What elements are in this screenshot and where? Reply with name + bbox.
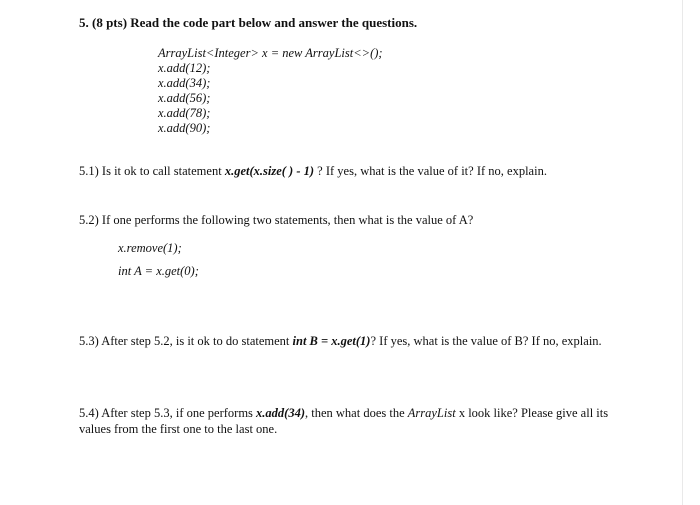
code-line: x.add(56); — [158, 91, 211, 105]
q3-suffix: ? If yes, what is the value of B? If no, explain. — [370, 334, 602, 348]
subquestion-5-1 — [79, 163, 547, 179]
q1-prefix: 5.1) Is it ok to call statement — [79, 164, 225, 178]
q1-code: x.get(x.size( ) - 1) — [224, 164, 315, 178]
subquestion-5-2: 5.2) If one performs the following two statements, then what is the value of A? — [79, 213, 474, 227]
subquestion-5-3 — [79, 333, 602, 349]
code-line: ArrayList<Integer> x = new ArrayList<>(); — [158, 46, 383, 60]
q4-line-1 — [79, 405, 608, 421]
code-line: x.add(34); — [158, 76, 211, 90]
code-block-5-2 — [118, 237, 199, 283]
q4-line-2: values from the first one to the last one. — [79, 422, 278, 436]
page-edge-line — [682, 0, 683, 505]
q4-suffix: x look like? Please give all its — [455, 406, 609, 420]
question-title: 5. (8 pts) Read the code part below and answer the questions. — [79, 15, 418, 30]
q1-suffix: ? If yes, what is the value of it? If no, explain. — [314, 164, 547, 178]
q3-code: int B = x.get(1) — [292, 334, 371, 348]
subquestion-5-4 — [79, 405, 608, 437]
q4-italic: ArrayList — [407, 406, 456, 420]
q4-code: x.add(34) — [256, 406, 305, 420]
code-line: x.add(12); — [158, 61, 211, 75]
code-line: x.remove(1); — [118, 241, 182, 255]
code-line: x.add(90); — [158, 121, 211, 135]
q4-prefix: 5.4) After step 5.3, if one performs — [79, 406, 257, 420]
code-line: x.add(78); — [158, 106, 211, 120]
code-block — [158, 46, 383, 136]
q4-middle: , then what does the — [305, 406, 408, 420]
code-line: int A = x.get(0); — [118, 264, 199, 278]
q3-prefix: 5.3) After step 5.2, is it ok to do statement — [79, 334, 293, 348]
